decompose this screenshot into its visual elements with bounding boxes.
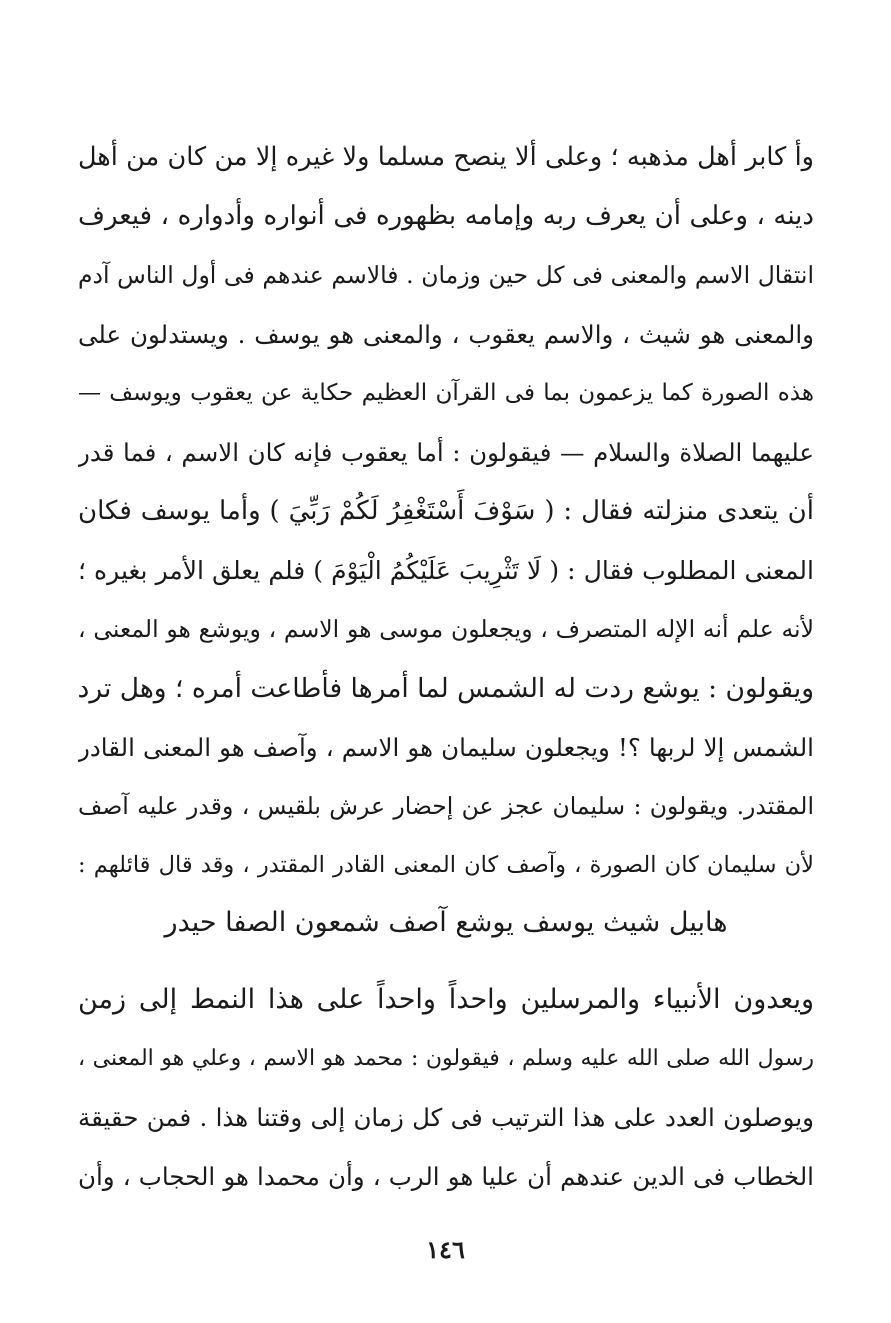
page-number: ١٤٦	[426, 1235, 465, 1264]
text-line: أن يتعدى منزلته فقال : ( سَوْفَ أَسْتَغْفِرُ لَكُمْ رَبِّيَ ) وأما يوسف فكان	[78, 496, 814, 526]
text-line: والمعنى هو شيث ، والاسم يعقوب ، والمعنى هو يوسف . ويستدلون على	[78, 320, 814, 349]
text-line: هذه الصورة كما يزعمون بما فى القرآن العظيم حكاية عن يعقوب ويوسف —	[78, 380, 814, 406]
text-line: ويقولون : يوشع ردت له الشمس لما أمرها فأطاعت أمره ؛ وهل ترد	[78, 673, 814, 704]
text-line: ويوصلون العدد على هذا الترتيب فى كل زمان إلى وقتنا هذا . فمن حقيقة	[78, 1103, 814, 1132]
body-text-bottom	[78, 970, 814, 1206]
text-line: دينه ، وعلى أن يعرف ربه وإمامه بظهوره فى أنواره وأدواره ، فيعرف	[78, 201, 814, 231]
text-line: وأ كابر أهل مذهبه ؛ وعلى ألا ينصح مسلما ولا غيره إلا من كان من أهل	[78, 142, 814, 172]
text-line: لأن سليمان كان الصورة ، وآصف كان المعنى القادر المقتدر ، وقد قال قائلهم :	[78, 852, 814, 878]
verse-line: هابيل شيث يوسف يوشع آصف شمعون الصفا حيدر	[164, 907, 728, 938]
text-line: عليهما الصلاة والسلام — فيقولون : أما يعقوب فإنه كان الاسم ، فما قدر	[78, 438, 814, 467]
text-line: رسول الله صلى الله عليه وسلم ، فيقولون : محمد هو الاسم ، وعلي هو المعنى ،	[78, 1046, 814, 1071]
body-text-top	[78, 128, 814, 895]
text-line: ويعدون الأنبياء والمرسلين واحداً واحداً على هذا النمط إلى زمن	[78, 984, 814, 1015]
text-line: الخطاب فى الدين عندهم أن عليا هو الرب ، وأن محمدا هو الحجاب ، وأن	[78, 1162, 814, 1191]
text-line: المقتدر. ويقولون : سليمان عجز عن إحضار عرش بلقيس ، وقدر عليه آصف	[78, 792, 814, 820]
text-line: الشمس إلا لربها ؟! ويجعلون سليمان هو الاسم ، وآصف هو المعنى القادر	[78, 733, 814, 762]
text-line: انتقال الاسم والمعنى فى كل حين وزمان . فالاسم عندهم فى أول الناس آدم	[78, 261, 814, 289]
text-line: لأنه علم أنه الإله المتصرف ، ويجعلون موسى هو الاسم ، ويوشع هو المعنى ،	[78, 615, 814, 643]
text-line: المعنى المطلوب فقال : ( لَا تَثْرِيبَ عَلَيْكُمُ الْيَوْمَ ) فلم يعلق الأمر بغيره ؛	[78, 556, 814, 585]
